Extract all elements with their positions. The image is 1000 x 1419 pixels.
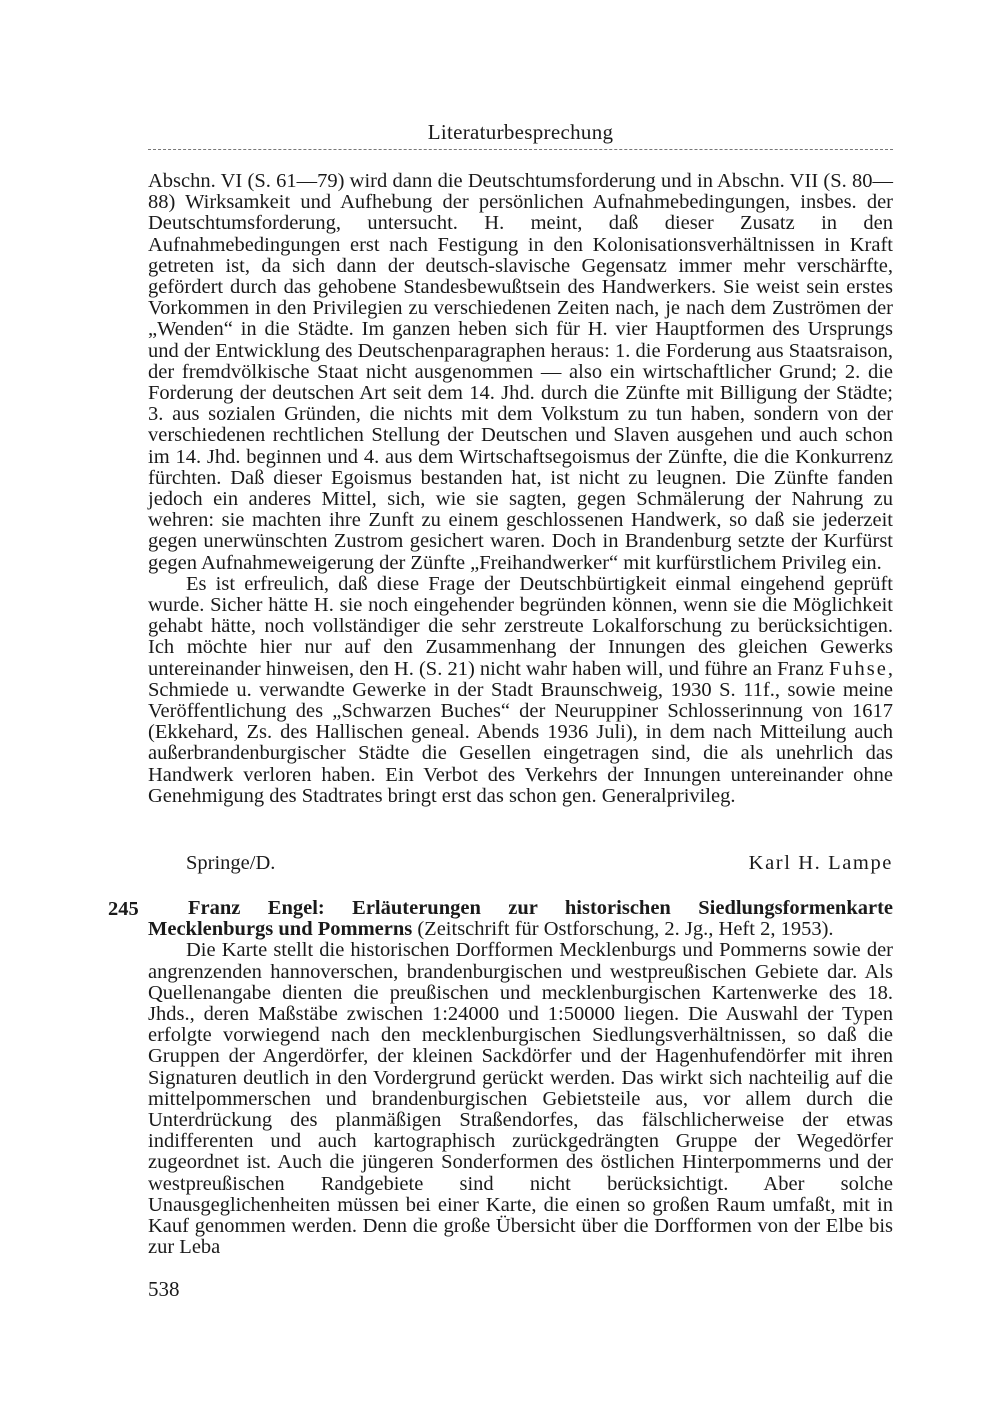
review-paragraph-1: Abschn. VI (S. 61—79) wird dann die Deutschtumsforderung und in Abschn. VII (S. 80—88) Wirksamkeit und Aufhebung der persönlichen Aufnahmebedingungen, insbes. der Deutschtumsforderung, untersucht. H. meint, daß dieser Zusatz in den Aufnahmebedingungen erst nach Festigung in den Kolonisationsverhältnissen in Kraft getreten ist, da sich dann der deutsch-slavische Gegensatz immer mehr verschärfte, gefördert durch das gehobene Standesbewußtsein des Handwerkers. Sie weist sein erstes Vorkommen in den Privilegien zu verschiedenen Zeiten nach, je nach dem Zuströmen der „Wenden“ in die Städte. Im ganzen heben sich für H. vier Hauptformen des Ursprungs und der Entwicklung des Deutschenparagraphen heraus: 1. die Forderung aus Staatsraison, der fremdvölkische Staat nicht ausgenommen — also ein wirtschaftlicher Grund; 2. die Forderung der deutschen Art seit dem 14. Jhd. durch die Zünfte mit Billigung der Städte; 3. aus sozialen Gründen, die nichts mit dem Volkstum zu tun haben, sondern von der verschiedenen rechtlichen Stellung der Deutschen und Slaven ausgehen und auch schon im 14. Jhd. beginnen und 4. aus dem Wirtschaftsegoismus der Zünfte, die die Konkurrenz fürchten. Daß dieser Egoismus bestanden hat, ist nicht zu leugnen. Die Zünfte fanden jedoch ein anderes Mittel, sich, wie sie sagten, gegen Schmälerung der Nahrung zu wehren: sie machten ihre Zunft zu einem geschlossenen Handwerk, so daß sie jederzeit gegen unerwünschten Zustrom gesichert waren. Doch in Brandenburg setzte der Kurfürst gegen Aufnahmeweigerung der Zünfte „Freihandwerker“ mit kurfürstlichem Privileg ein. (148, 170, 893, 574)
page-number: 538 (148, 1277, 180, 1301)
review-continuation (148, 171, 893, 807)
review-signature (148, 852, 893, 875)
paragraph-2-text-a: Es ist erfreulich, daß diese Frage der Deutschbürtigkeit einmal eingehend geprüft wurde. Sicher hätte H. sie noch eingehender begründen können, wenn sie die Möglichkeit gehabt hätte, noch vollständiger die sehr zerstreute Lokalforschung zu berücksichtigen. Ich möchte hier nur auf den Zusammenhang der Innungen des gleichen Gewerks untereinander hinweisen, den H. (S. 21) nicht wahr haben will, und führe an Franz (148, 572, 893, 680)
signature-reviewer: Karl H. Lampe (748, 852, 893, 874)
entry-number: 245 (108, 898, 139, 920)
entry-title (148, 898, 893, 940)
paragraph-2-text-b: , Schmiede u. verwandte Gewerke in der Stadt Braunschweig, 1930 S. 11f., sowie meine Veröffentlichung des „Schwarzen Buches“ der Neuruppiner Schlosserinnung von 1617 (Ekkehard, Zs. des Hallischen geneal. Abends 1936 Juli), in dem nach Mitteilung auch außerbrandenburgischer Städte die Gesellen eingetragen sind, die als unehrlich das Handwerk verloren haben. Ein Verbot des Verkehrs der Innungen untereinander ohne Genehmigung des Stadtrates bringt erst das schon gen. Generalprivileg. (148, 657, 894, 807)
running-head: Literaturbesprechung (427, 120, 614, 144)
header-rule (148, 149, 893, 150)
entry-body: Die Karte stellt die historischen Dorfformen Mecklenburgs und Pommerns sowie der angrenzenden hannoverschen, brandenburgischen und westpreußischen Gebiete dar. Als Quellenangabe dienten die preußischen und mecklenburgischen Kartenwerke des 18. Jhds., deren Maßstäbe zwischen 1:24000 und 1:50000 liegen. Die Auswahl der Typen erfolgte vorwiegend nach den mecklenburgischen Siedlungsverhältnissen, so daß die Gruppen der Angerdörfer, der kleinen Sackdörfer und der Hagenhufendörfer mit ihren Signaturen deutlich in den Vordergrund gerückt werden. Das wirkt sich nachteilig auf die mittelpommerschen und brandenburgischen Gebietsteile aus, vor allem durch die Unterdrückung des planmäßigen Straßendorfes, das fälschlicherweise der etwas indifferenten und auch kartographisch zurückgedrängten Gruppe der Wegedörfer zugeordnet ist. Auch die jüngeren Sonderformen des östlichen Hinterpommerns und der westpreußischen Randgebiete sind nicht berücksichtigt. Aber solche Unausgeglichenheiten müssen bei einer Karte, die einen so großen Raum umfaßt, mit in Kauf genommen werden. Denn die große Übersicht über die Dorfformen von der Elbe bis zur Leba (148, 939, 893, 1259)
entry-title-bold: Franz Engel: Erläuterungen zur historischen Siedlungsformenkarte Mecklenburgs und Pommerns (148, 897, 893, 941)
entry-245 (148, 898, 893, 1258)
author-name-fuhse: Fuhse (828, 657, 888, 680)
signature-place: Springe/D. (186, 852, 276, 874)
review-paragraph-2 (148, 574, 893, 807)
entry-citation: (Zeitschrift für Ostforschung, 2. Jg., Heft 2, 1953). (412, 918, 834, 941)
